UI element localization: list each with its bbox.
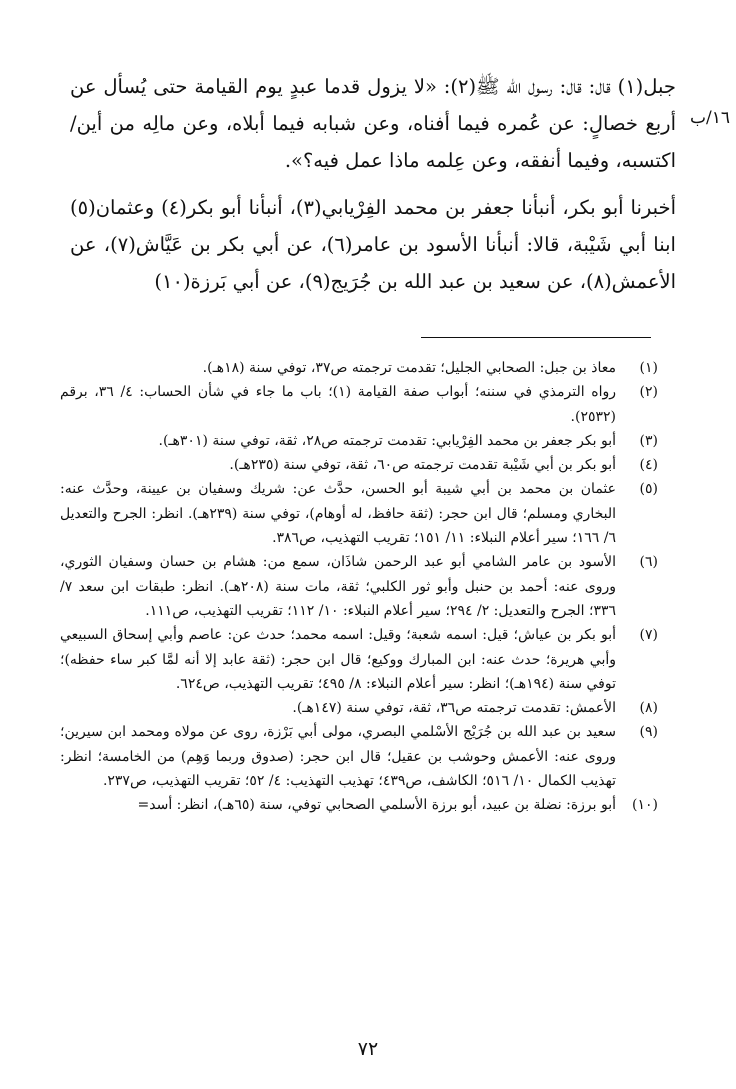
footnote — [60, 696, 658, 720]
footnote-number: (٤) — [639, 457, 658, 474]
footnote-number: (١) — [639, 360, 658, 376]
footnote — [60, 623, 658, 696]
main-text — [70, 68, 676, 300]
footnote — [60, 356, 658, 380]
footnote — [60, 453, 658, 477]
footnote-number: (٢) — [639, 384, 658, 401]
footnote-text: أبو بكر جعفر بن محمد الفِرْيابي: تقدمت ترجمته ص٢٨، ثقة، توفي سنة (٣٠١هـ). — [158, 432, 616, 449]
page-number: ٧٢ — [357, 1038, 379, 1060]
manuscript-folio-marker: ١٦/ب — [690, 108, 730, 128]
footnote — [60, 477, 658, 550]
footnote-number: (٦) — [639, 554, 658, 571]
footnote-separator — [421, 337, 651, 338]
footnote — [60, 380, 658, 429]
footnote-number: (٧) — [639, 627, 658, 644]
footnote-number: (٨) — [639, 700, 658, 717]
footnote-text: أبو بكر بن أبي شَيْبة تقدمت ترجمته ص٦٠، ثقة، توفي سنة (٢٣٥هـ). — [229, 457, 616, 474]
footnote-number: (٣) — [639, 432, 658, 449]
hadith-paragraph: جبل(١) قال: قال: رسول الله ﷺ(٢): «لا يزول قدما عبدٍ يوم القيامة حتى يُسأل عن أربع خصالٍ: عن عُمره فيما أفناه، وعن شبابه فيما أبلاه، وعن مالِه من أين/ اكتسبه، وفيما أنفقه، وعن عِلمه ماذا عمل فيه؟». — [70, 75, 676, 172]
footnotes — [60, 356, 658, 818]
footnote-number: (١٠) — [632, 797, 658, 814]
footnote-text: الأعمش: تقدمت ترجمته ص٣٦، ثقة، توفي سنة (١٤٧هـ). — [292, 700, 616, 717]
footnote-text: معاذ بن جبل: الصحابي الجليل؛ تقدمت ترجمته ص٣٧، توفي سنة (١٨هـ). — [202, 360, 616, 376]
footnote-number: (٩) — [639, 724, 658, 741]
footnote-text: عثمان بن محمد بن أبي شيبة أبو الحسن، حدَّث عن: شريك وسفيان بن عيينة، وحدَّث عنه: البخاري ومسلم؛ قال ابن حجر: (ثقة حافظ، له أوهام)، توفي سنة (٢٣٩هـ). انظر: الجرح والتعديل ٦/ ١٦٦؛ سير أعلام النبلاء: ١١/ ١٥١؛ تقريب التهذيب، ص٣٨٦. — [60, 481, 617, 547]
footnote — [60, 429, 658, 453]
footnote-text: الأسود بن عامر الشامي أبو عبد الرحمن شاذَان، سمع من: هشام بن حسان وسفيان الثوري، وروى عنه: أحمد بن حنبل وأبو ثور الكلبي؛ ثقة، مات سنة (٢٠٨هـ). انظر: طبقات ابن سعد ٧/ ٣٣٦؛ الجرح والتعديل: ٢/ ٢٩٤؛ سير أعلام النبلاء: ١٠/ ١١٢؛ تقريب التهذيب، ص١١١. — [60, 554, 616, 619]
footnote — [60, 720, 658, 793]
footnote — [60, 793, 658, 817]
footnote-text: سعيد بن عبد الله بن جُرَيْج الأسْلمي البصري، مولى أبي بَرْزة، روى عن مولاه ومحمد ابن سيرين؛ وروى عنه: الأعمش وحوشب بن عقيل؛ قال ابن حجر: (صدوق وربما وَهِم) من الخامسة؛ انظر: تهذيب الكمال ١٠/ ٥١٦؛ الكاشف، ص٤٣٩؛ تهذيب التهذيب: ٤/ ٥٢؛ تقريب التهذيب، ص٢٣٧. — [60, 724, 616, 790]
footnote — [60, 550, 658, 623]
isnad-paragraph: أخبرنا أبو بكر، أنبأنا جعفر بن محمد الفِرْيابي(٣)، أنبأنا أبو بكر(٤) وعثمان(٥) ابنا أبي شَيْبة، قالا: أنبأنا الأسود بن عامر(٦)، عن أبي بكر بن عَيَّاش(٧)، عن الأعمش(٨)، عن سعيد بن عبد الله بن جُرَيج(٩)، عن أبي بَرزة(١٠) — [70, 196, 676, 293]
footnote-text: أبو بكر بن عياش؛ قيل: اسمه شعبة؛ وقيل: اسمه محمد؛ حدث عن: عاصم وأبي إسحاق السبيعي وأبي هريرة؛ حدث عنه: ابن المبارك ووكيع؛ قال ابن حجر: (ثقة عابد إلا أنه لمَّا كبر ساء حفظه)؛ توفي سنة (١٩٤هـ)؛ انظر: سير أعلام النبلاء: ٨/ ٤٩٥؛ تقريب التهذيب، ص٦٢٤. — [60, 627, 616, 692]
footnote-text: رواه الترمذي في سننه؛ أبواب صفة القيامة (١)؛ باب ما جاء في شأن الحساب: ٤/ ٣٦، برقم (٢٥٣٢). — [60, 384, 616, 425]
footnote-number: (٥) — [639, 481, 658, 498]
footnote-text: أبو برزة: نضلة بن عبيد، أبو برزة الأسلمي الصحابي توفي، سنة (٦٥هـ)، انظر: أسد= — [137, 797, 616, 814]
